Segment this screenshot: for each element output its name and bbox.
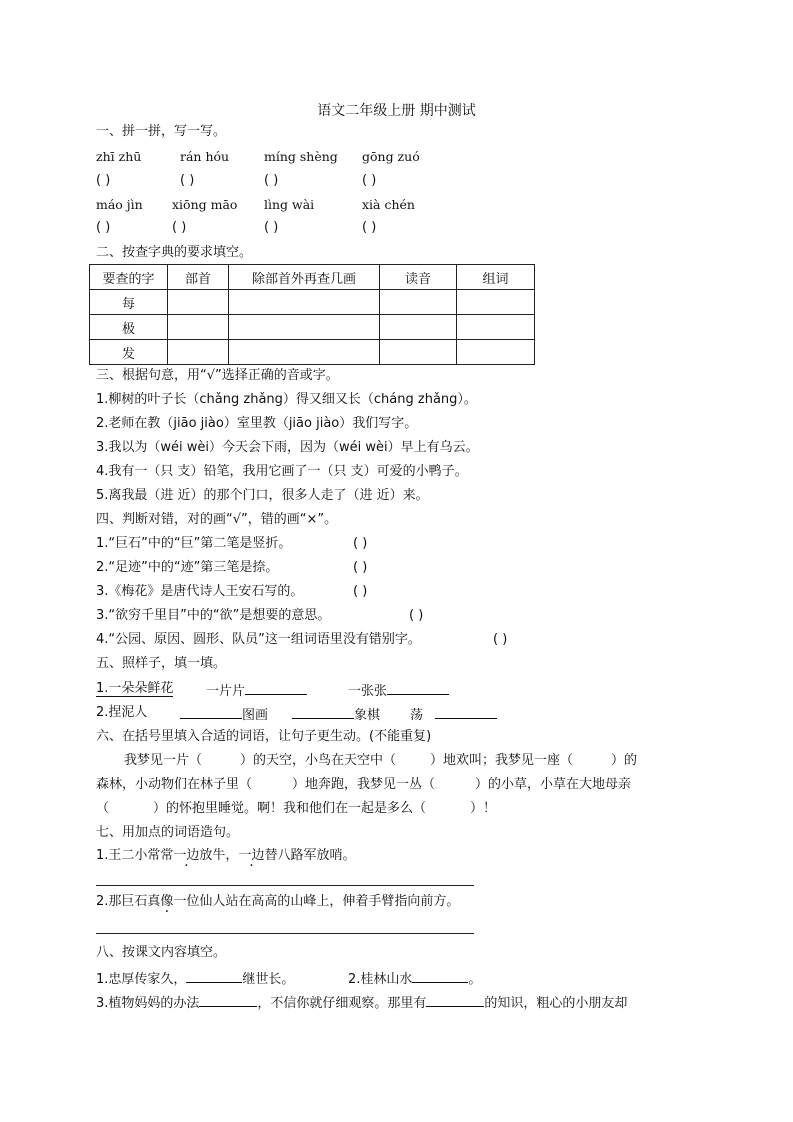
- answer-cell[interactable]: [168, 340, 229, 365]
- judge-mark[interactable]: ( ): [493, 632, 508, 647]
- pattern-text: 荡: [410, 708, 424, 723]
- answer-cell[interactable]: [168, 315, 229, 340]
- table-header-row: [90, 265, 535, 290]
- question-item: 3.我以为（wéi wèi）今天会下雨，因为（wéi wèi）早上有乌云。: [96, 440, 479, 455]
- text-part: 2.桂林山水: [348, 972, 413, 987]
- text-part: ，不信你就仔细观察。那里有: [257, 996, 427, 1011]
- answer-cell[interactable]: [168, 290, 229, 315]
- text-part: 森林，小动物们在林子里（: [96, 777, 253, 792]
- fill-blank[interactable]: [199, 992, 257, 1007]
- pinyin-item: xià chén: [362, 197, 415, 212]
- table-row: [90, 290, 535, 315]
- pattern-item: [410, 704, 497, 725]
- question-item: 1.柳树的叶子长（chǎng zhǎng）得又细又长（cháng zhǎng）。: [96, 392, 477, 407]
- judge-text: 3.《梅花》是唐代诗人王安石写的。: [96, 584, 304, 599]
- fill-blank[interactable]: [435, 704, 497, 719]
- answer-cell[interactable]: [229, 340, 380, 365]
- pinyin-item: xiōng māo: [172, 197, 238, 212]
- text-part: 我梦见一片（: [124, 753, 203, 768]
- answer-blank[interactable]: ( ): [264, 220, 279, 235]
- pattern-item: [292, 704, 380, 725]
- fill-item: [96, 992, 627, 1013]
- paragraph-line: [124, 752, 637, 770]
- sentence-item: [96, 847, 355, 865]
- pattern-item: [180, 704, 268, 725]
- answer-blank[interactable]: ( ): [264, 173, 279, 188]
- char-cell: 每: [90, 290, 168, 315]
- pinyin-item: gōng zuó: [362, 149, 420, 164]
- section-1-heading: 一、拼一拼，写一写。: [96, 124, 227, 139]
- text-part: ）的怀抱里睡觉。啊！我和他们在一起是多么（: [153, 801, 427, 816]
- text-part: 1.王二小常常: [96, 848, 174, 863]
- judge-text: 3.“欲穷千里目”中的“欲”是想要的意思。: [96, 608, 331, 623]
- judge-mark[interactable]: ( ): [353, 536, 368, 551]
- pinyin-item: míng shèng: [264, 149, 338, 164]
- example-text: 1.一朵朵鲜花: [96, 681, 174, 696]
- example-phrase: [96, 680, 173, 698]
- column-header: 要查的字: [90, 265, 168, 290]
- answer-blank[interactable]: ( ): [172, 220, 187, 235]
- question-item: 2.老师在教（jiāo jiào）室里教（jiāo jiào）我们写字。: [96, 416, 418, 431]
- text-part: 2.那巨石真: [96, 894, 161, 909]
- section-3-heading: 三、根据句意，用“√”选择正确的音或字。: [96, 368, 339, 383]
- pattern-text: 一片片: [206, 684, 246, 699]
- pinyin-item: lìng wài: [264, 197, 315, 212]
- dictionary-table: [89, 264, 535, 365]
- answer-cell[interactable]: [380, 290, 457, 315]
- answer-line[interactable]: [96, 933, 474, 934]
- text-part: ）的小草，小草在大地母亲: [475, 777, 632, 792]
- answer-line[interactable]: [96, 885, 474, 886]
- fill-blank[interactable]: [426, 992, 484, 1007]
- pinyin-item: rán hóu: [180, 149, 230, 164]
- fill-blank[interactable]: [180, 704, 242, 719]
- section-5-heading: 五、照样子，填一填。: [96, 656, 227, 671]
- column-header: 部首: [168, 265, 229, 290]
- page-title: 语文二年级上册 期中测试: [317, 103, 476, 119]
- answer-cell[interactable]: [457, 340, 535, 365]
- judge-text: 4.“公园、原因、圆形、队员”这一组词语里没有错别字。: [96, 632, 421, 647]
- fill-blank[interactable]: [186, 968, 242, 983]
- pattern-text: 图画: [242, 708, 269, 723]
- table-row: [90, 340, 535, 365]
- fill-blank[interactable]: [245, 680, 307, 695]
- answer-blank[interactable]: ( ): [362, 220, 377, 235]
- dotted-word: 一边: [173, 848, 200, 863]
- answer-blank[interactable]: ( ): [180, 173, 195, 188]
- fill-item: [96, 968, 482, 989]
- pattern-item: [206, 680, 307, 701]
- judge-item: [96, 607, 424, 625]
- paragraph-line: [96, 800, 496, 818]
- answer-cell[interactable]: [457, 290, 535, 315]
- column-header: 除部首外再查几画: [229, 265, 380, 290]
- pinyin-item: zhī zhū: [96, 149, 142, 164]
- pinyin-item: máo jìn: [96, 197, 143, 212]
- answer-cell[interactable]: [229, 290, 380, 315]
- fill-blank[interactable]: [412, 968, 468, 983]
- section-2-heading: 二、按查字典的要求填空。: [96, 245, 253, 260]
- text-part: （: [96, 801, 110, 816]
- judge-mark[interactable]: ( ): [353, 584, 368, 599]
- char-cell: 极: [90, 315, 168, 340]
- answer-blank[interactable]: ( ): [362, 173, 377, 188]
- text-part: 一位仙人站在高高的山峰上，伸着手臂指向前方。: [173, 894, 460, 909]
- fill-item: [348, 968, 481, 989]
- fill-blank[interactable]: [292, 704, 354, 719]
- answer-cell[interactable]: [229, 315, 380, 340]
- judge-mark[interactable]: ( ): [409, 608, 424, 623]
- judge-text: 1.“巨石”中的“巨”第二笔是竖折。: [96, 536, 292, 551]
- char-cell: 发: [90, 340, 168, 365]
- judge-item: [96, 583, 368, 601]
- answer-cell[interactable]: [380, 340, 457, 365]
- text-part: ）的天空，小鸟在天空中（: [240, 753, 397, 768]
- text-part: ）的: [611, 753, 638, 768]
- section-8-heading: 八、按课文内容填空。: [96, 945, 227, 960]
- text-part: ）！: [470, 801, 497, 816]
- text-part: 。: [468, 972, 482, 987]
- text-part: 的知识，粗心的小朋友却: [484, 996, 628, 1011]
- text-part: 3.植物妈妈的办法: [96, 996, 200, 1011]
- dotted-word: 一边: [238, 848, 265, 863]
- table-row: [90, 315, 535, 340]
- judge-item: [96, 631, 508, 649]
- question-item: 5.离我最（进 近）的那个门口，很多人走了（进 近）来。: [96, 488, 429, 503]
- text-part: ）地欢叫；我梦见一座（: [430, 753, 574, 768]
- judge-item: [96, 535, 368, 553]
- text-part: 1.忠厚传家久，: [96, 972, 187, 987]
- column-header: 组词: [457, 265, 535, 290]
- judge-item: [96, 559, 368, 577]
- answer-blank[interactable]: ( ): [96, 220, 111, 235]
- section-7-heading: 七、用加点的词语造句。: [96, 825, 240, 840]
- judge-text: 2.“足迹”中的“迹”第三笔是捺。: [96, 560, 279, 575]
- section-4-heading: 四、判断对错，对的画“√”，错的画“×”。: [96, 512, 338, 527]
- judge-mark[interactable]: ( ): [353, 560, 368, 575]
- text-part: 替八路军放哨。: [264, 848, 356, 863]
- pattern-text: 一张张: [348, 684, 388, 699]
- dotted-word: 像: [160, 894, 174, 909]
- answer-blank[interactable]: ( ): [96, 173, 111, 188]
- column-header: 读音: [380, 265, 457, 290]
- answer-cell[interactable]: [457, 315, 535, 340]
- sentence-item: [96, 893, 459, 911]
- pattern-text: 象棋: [354, 708, 381, 723]
- text-part: 继世长。: [242, 972, 295, 987]
- section-6-heading: 六、在括号里填入合适的词语，让句子更生动。(不能重复): [96, 729, 432, 744]
- text-part: 放牛，: [199, 848, 239, 863]
- pattern-text: 2.捏泥人: [96, 705, 148, 720]
- answer-cell[interactable]: [380, 315, 457, 340]
- paragraph-line: [96, 776, 631, 794]
- question-item: 4.我有一（只 支）铅笔，我用它画了一（只 支）可爱的小鸭子。: [96, 464, 468, 479]
- text-part: ）地奔跑，我梦见一丛（: [292, 777, 436, 792]
- pattern-item: [348, 680, 449, 701]
- fill-blank[interactable]: [387, 680, 449, 695]
